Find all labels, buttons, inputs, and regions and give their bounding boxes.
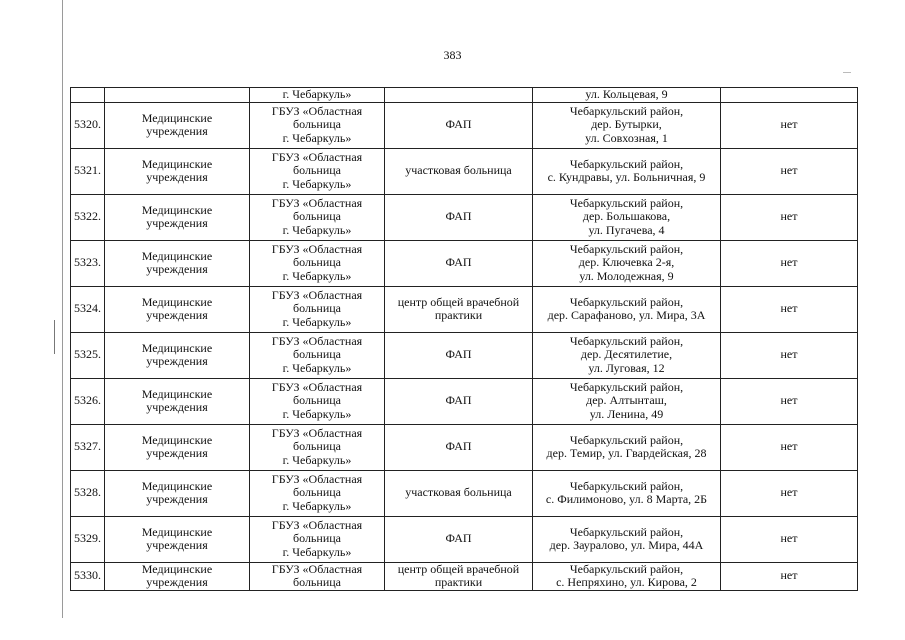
cell-category-line: Медицинские [141, 524, 213, 539]
table-row [71, 286, 858, 332]
cell-number [71, 88, 105, 103]
cell-organization-line: г. Чебаркуль» [282, 268, 352, 283]
cell-address-line: дер. Зауралово, ул. Мира, 44А [549, 538, 704, 552]
cell-category-line: учреждения [146, 446, 208, 460]
cell-flag: нет [721, 470, 858, 516]
cell-facility-type [385, 378, 533, 424]
registry-table-body [71, 88, 858, 591]
cell-number: 5323. [71, 240, 105, 286]
table-row [71, 148, 858, 194]
cell-category-line: учреждения [146, 124, 208, 138]
cell-facility-type-line: практики [434, 575, 483, 589]
cell-category-line: Медицинские [141, 432, 213, 447]
cell-organization-line: г. Чебаркуль» [282, 498, 352, 513]
cell-organization-line: ГБУЗ «Областная [271, 333, 363, 348]
cell-address-line: Чебаркульский район, [569, 562, 684, 576]
cell-organization-line: г. Чебаркуль» [282, 544, 352, 559]
cell-facility-type-line: ФАП [445, 531, 472, 546]
cell-number: 5330. [71, 562, 105, 590]
cell-facility-type-line: практики [434, 308, 483, 322]
cell-category-line: Медицинские [141, 202, 213, 217]
cell-address-line: Чебаркульский район, [569, 379, 684, 394]
cell-facility-type-line: ФАП [445, 393, 472, 408]
cell-address-line: дер. Большакова, [582, 209, 671, 224]
cell-address-line: Чебаркульский район, [569, 294, 684, 309]
cell-category-line: учреждения [146, 170, 208, 184]
cell-address-line: с. Кундравы, ул. Больничная, 9 [547, 170, 706, 184]
cell-address-line: с. Филимоново, ул. 8 Марта, 2Б [545, 492, 708, 506]
cell-facility-type [385, 148, 533, 194]
cell-category-line: учреждения [146, 400, 208, 414]
cell-category-line: Медицинские [141, 386, 213, 401]
table-row [71, 332, 858, 378]
cell-address [533, 516, 721, 562]
cell-category [105, 240, 250, 286]
cell-category [105, 562, 250, 590]
cell-address [533, 286, 721, 332]
cell-organization [250, 424, 385, 470]
cell-facility-type [385, 562, 533, 590]
cell-category [105, 102, 250, 148]
cell-organization [250, 516, 385, 562]
cell-number: 5328. [71, 470, 105, 516]
cell-address-line: дер. Бутырки, [591, 117, 662, 132]
cell-category-line: Медицинские [141, 248, 213, 263]
cell-number: 5324. [71, 286, 105, 332]
cell-organization-line: г. Чебаркуль» [282, 176, 352, 191]
cell-flag: нет [721, 378, 858, 424]
cell-category [105, 516, 250, 562]
cell-address-line: Чебаркульский район, [569, 333, 684, 348]
scan-corner-mark [843, 72, 851, 73]
cell-organization [250, 148, 385, 194]
cell-category-line: учреждения [146, 354, 208, 368]
cell-category-line: Медицинские [141, 294, 213, 309]
cell-address-line: Чебаркульский район, [569, 432, 684, 447]
cell-organization-line: больница [293, 485, 341, 500]
cell-organization-line: ГБУЗ «Областная [271, 471, 363, 486]
cell-organization [250, 286, 385, 332]
cell-organization [250, 470, 385, 516]
cell-organization [250, 332, 385, 378]
cell-address-line: Чебаркульский район, [569, 156, 684, 171]
cell-category [105, 88, 250, 103]
cell-address [533, 378, 721, 424]
cell-facility-type-line: центр общей врачебной [397, 562, 520, 576]
registry-table [70, 87, 858, 591]
cell-facility-type-line: участковая больница [405, 485, 512, 500]
cell-organization-line: ГБУЗ «Областная [271, 149, 363, 164]
table-row [71, 470, 858, 516]
cell-number: 5327. [71, 424, 105, 470]
cell-facility-type [385, 516, 533, 562]
page-number: 383 [443, 48, 462, 62]
table-row [71, 516, 858, 562]
cell-organization-line: ГБУЗ «Областная [271, 287, 363, 302]
cell-facility-type [385, 470, 533, 516]
cell-facility-type [385, 194, 533, 240]
cell-flag: нет [721, 516, 858, 562]
cell-category [105, 332, 250, 378]
cell-number: 5320. [71, 102, 105, 148]
cell-category-line: Медицинские [141, 110, 213, 125]
cell-number: 5325. [71, 332, 105, 378]
table-row [71, 562, 858, 590]
cell-category-line: Медицинские [141, 478, 213, 493]
cell-organization-line: г. Чебаркуль» [282, 314, 352, 329]
cell-organization [250, 378, 385, 424]
cell-organization-line: больница [293, 163, 341, 178]
table-row [71, 102, 858, 148]
cell-facility-type [385, 102, 533, 148]
table-row [71, 240, 858, 286]
cell-category [105, 470, 250, 516]
cell-organization-line: больница [293, 393, 341, 408]
cell-organization-line: г. Чебаркуль» [282, 130, 352, 145]
cell-address-line: с. Непряхино, ул. Кирова, 2 [556, 575, 697, 589]
cell-organization-line: ГБУЗ «Областная [271, 425, 363, 440]
cell-organization-line: больница [293, 255, 341, 270]
cell-facility-type [385, 88, 533, 103]
cell-organization-line: ГБУЗ «Областная [271, 241, 363, 256]
cell-organization-line: больница [293, 209, 341, 224]
cell-address-line: дер. Сарафаново, ул. Мира, 3А [547, 308, 706, 322]
cell-address-line: ул. Пугачева, 4 [588, 222, 665, 237]
table-row [71, 194, 858, 240]
cell-flag: нет [721, 424, 858, 470]
cell-organization-line: больница [293, 531, 341, 546]
cell-address [533, 194, 721, 240]
cell-address-line: Чебаркульский район, [569, 478, 684, 493]
cell-facility-type [385, 240, 533, 286]
binding-margin-tick [54, 320, 55, 354]
cell-facility-type [385, 332, 533, 378]
cell-organization-line: ГБУЗ «Областная [271, 103, 363, 118]
cell-organization [250, 102, 385, 148]
cell-address: ул. Кольцевая, 9 [533, 88, 721, 103]
cell-category [105, 148, 250, 194]
cell-organization-line: больница [293, 439, 341, 454]
cell-number: 5321. [71, 148, 105, 194]
cell-organization-line: больница [293, 117, 341, 132]
cell-organization-line: г. Чебаркуль» [282, 222, 352, 237]
cell-flag: нет [721, 286, 858, 332]
cell-facility-type-line: ФАП [445, 209, 472, 224]
cell-category-line: учреждения [146, 575, 208, 589]
cell-address-line: Чебаркульский район, [569, 103, 684, 118]
cell-address-line: ул. Ленина, 49 [589, 406, 664, 421]
cell-facility-type [385, 286, 533, 332]
cell-address-line: ул. Совхозная, 1 [585, 130, 668, 145]
cell-organization-line: ГБУЗ «Областная [271, 379, 363, 394]
cell-organization-line: больница [293, 575, 341, 589]
cell-address-line: ул. Молодежная, 9 [579, 268, 674, 283]
cell-organization [250, 194, 385, 240]
cell-number: 5326. [71, 378, 105, 424]
cell-category-line: учреждения [146, 216, 208, 230]
cell-facility-type-line: ФАП [445, 255, 472, 270]
cell-address-line: ул. Луговая, 12 [588, 360, 665, 375]
cell-address-line: Чебаркульский район, [569, 524, 684, 539]
cell-flag: нет [721, 102, 858, 148]
cell-address [533, 240, 721, 286]
cell-category-line: учреждения [146, 262, 208, 276]
cell-category-line: учреждения [146, 308, 208, 322]
cell-address [533, 148, 721, 194]
cell-flag: нет [721, 332, 858, 378]
table-row [71, 424, 858, 470]
cell-address [533, 102, 721, 148]
cell-flag: нет [721, 240, 858, 286]
cell-address [533, 562, 721, 590]
cell-organization-line: больница [293, 347, 341, 362]
cell-flag: нет [721, 194, 858, 240]
cell-category [105, 194, 250, 240]
cell-category-line: учреждения [146, 538, 208, 552]
cell-address-line: дер. Ключевка 2-я, [578, 255, 675, 270]
cell-address-line: дер. Десятилетие, [580, 347, 673, 362]
cell-flag: нет [721, 562, 858, 590]
cell-organization-line: больница [293, 301, 341, 316]
continuation-row [71, 88, 858, 103]
cell-category-line: Медицинские [141, 156, 213, 171]
cell-flag [721, 88, 858, 103]
cell-facility-type-line: центр общей врачебной [397, 294, 520, 309]
cell-address [533, 470, 721, 516]
cell-category [105, 286, 250, 332]
cell-category-line: учреждения [146, 492, 208, 506]
cell-organization [250, 562, 385, 590]
cell-number: 5329. [71, 516, 105, 562]
cell-number: 5322. [71, 194, 105, 240]
cell-organization-line: г. Чебаркуль» [282, 360, 352, 375]
cell-organization: г. Чебаркуль» [250, 88, 385, 103]
cell-address [533, 332, 721, 378]
cell-facility-type [385, 424, 533, 470]
cell-organization-line: г. Чебаркуль» [282, 406, 352, 421]
cell-organization [250, 240, 385, 286]
cell-organization-line: ГБУЗ «Областная [271, 517, 363, 532]
cell-facility-type-line: ФАП [445, 439, 472, 454]
cell-address-line: Чебаркульский район, [569, 195, 684, 210]
cell-flag: нет [721, 148, 858, 194]
table-row [71, 378, 858, 424]
cell-facility-type-line: участковая больница [405, 163, 512, 178]
cell-address-line: дер. Алтынташ, [586, 393, 667, 408]
cell-address [533, 424, 721, 470]
cell-organization-line: г. Чебаркуль» [282, 452, 352, 467]
cell-address-line: Чебаркульский район, [569, 241, 684, 256]
cell-facility-type-line: ФАП [445, 347, 472, 362]
binding-margin-line [62, 0, 63, 618]
cell-category-line: Медицинские [141, 562, 213, 576]
cell-organization-line: ГБУЗ «Областная [271, 562, 363, 576]
cell-address-line: дер. Темир, ул. Гвардейская, 28 [546, 446, 707, 460]
cell-category [105, 424, 250, 470]
cell-category-line: Медицинские [141, 340, 213, 355]
cell-category [105, 378, 250, 424]
cell-facility-type-line: ФАП [445, 117, 472, 132]
cell-organization-line: ГБУЗ «Областная [271, 195, 363, 210]
